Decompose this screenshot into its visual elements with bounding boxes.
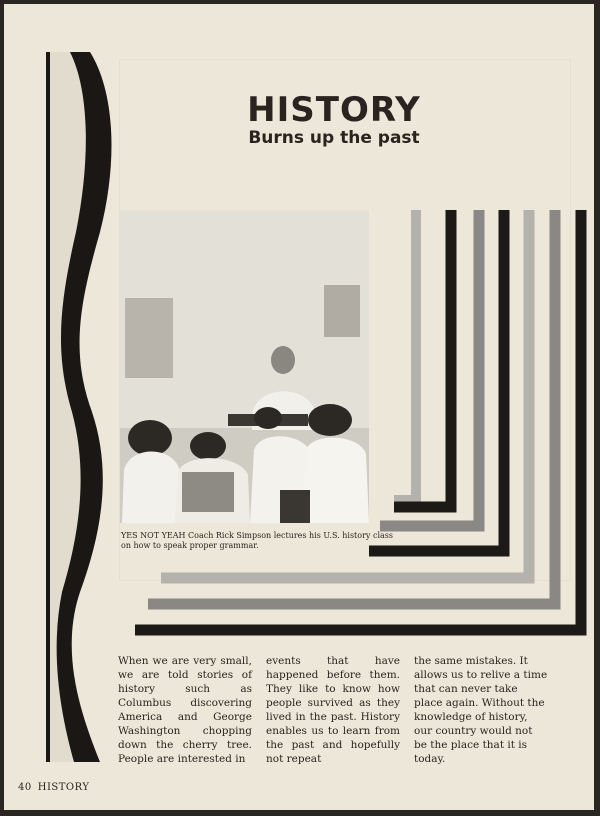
article-column-1: When we are very small, we are told stories of history such as Columbus discovering America and George Washington chopping down the cherry tree. People are interested in [118, 655, 252, 765]
yearbook-page [4, 4, 594, 810]
page-footer [18, 782, 89, 793]
wave-border-decoration [40, 52, 120, 762]
page-subtitle: Burns up the past [248, 128, 420, 148]
page-title: HISTORY [247, 90, 421, 130]
classroom-photo [120, 210, 369, 523]
photo-caption: YES NOT YEAH Coach Rick Simpson lectures his U.S. history class on how to speak proper grammar. [121, 531, 393, 550]
article-column-2: events that have happened before them. They like to know how people survived as they lived in the past. History enables us to learn from the past and hopefully not repeat [266, 655, 400, 765]
footer-section-label: HISTORY [37, 782, 90, 793]
article-body [118, 654, 548, 766]
page-number: 40 [18, 782, 32, 793]
article-column-3: the same mistakes. It allows us to relive a time that can never take place again. Without the knowledge of history, our country would not be the place that it is today. [414, 655, 548, 765]
